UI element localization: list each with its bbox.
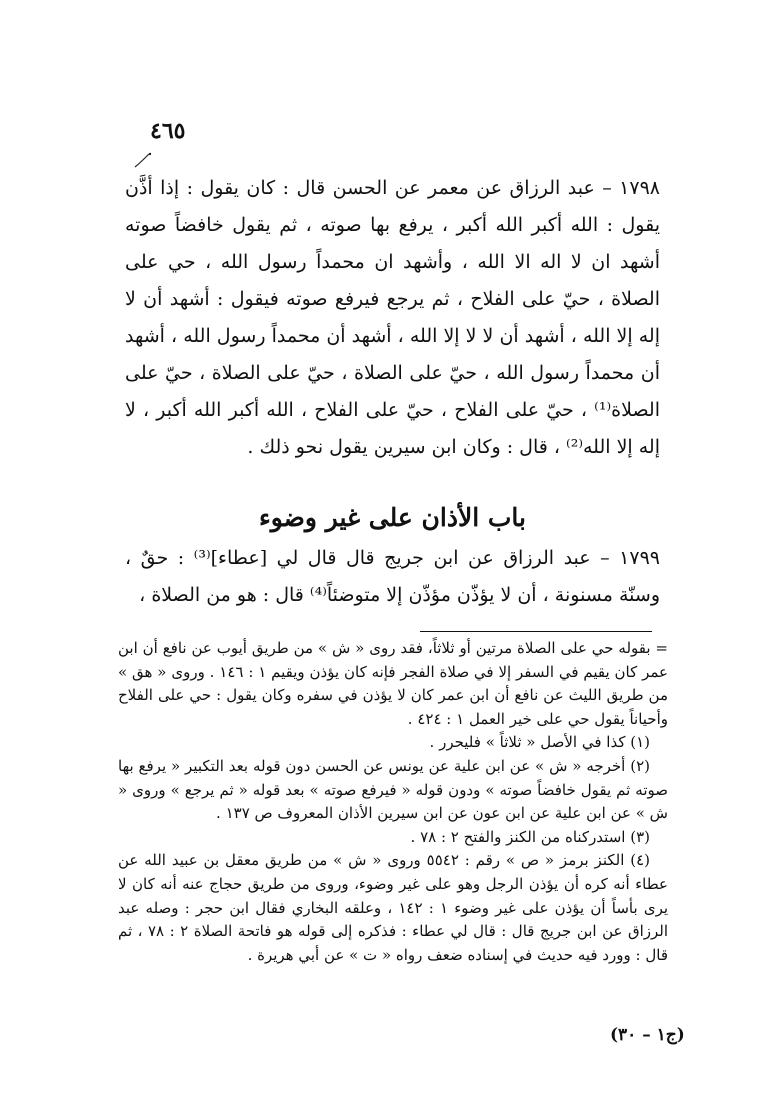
footnote-4: (٤) الكنز برمز « ص » رقم : ٥٥٤٢ وروى « ش » من طريق معقل بن عبيد الله عن عطاء أنه كره أن يؤذن الرجل وهو على غير وضوء، وروى من طريق حجاج عنه أنه كان لا يرى بأساً أن يؤذن على غير وضوء ١ : ١٤٢ ، وعلقه البخاري فقال ابن حجر : وصله عبد الرزاق عن ابن جريج قال : قال لي عطاء : فذكره إلى قوله هو فاتحة الصلاة ٢ : ٧٨ ، ثم قال : وورد فيه حديث في إسناده ضعف رواه « ت » عن أبي هريرة . bbox=[118, 851, 669, 964]
footnotes bbox=[118, 637, 668, 967]
chapter-heading: باب الأذان على غير وضوء bbox=[259, 503, 526, 532]
footnote-separator bbox=[420, 631, 652, 632]
footnote-continuation: = بقوله حي على الصلاة مرتين أو ثلاثاً، فقد روى « ش » من طريق أيوب عن نافع أن ابن عمر كان يقيم في السفر إلا في صلاة الفجر فإنه كان يؤذن ويقيم ١ : ١٤٦ . وروى « هق » من طريق الليث عن نافع أن ابن عمر كان لا يؤذن في سفره وكان يقول : حي على الفلاح وأحياناً يقول حي على خير العمل ١ : ٤٢٤ . bbox=[118, 639, 668, 728]
footnote-3: (٣) استدركناه من الكنز والفتح ٢ : ٧٨ . bbox=[410, 827, 650, 846]
hadith-1799: ١٧٩٩ – عبد الرزاق عن ابن جريج قال قال لي [عطاء]⁽³⁾ : حقٌ ، وسنّة مسنونة ، أن لا يؤذّن مؤذّن إلا متوضئاً⁽⁴⁾ قال : هو من الصلاة ، bbox=[125, 547, 660, 606]
margin-mark bbox=[132, 150, 156, 170]
footnote-2: (٢) أخرجه « ش » عن ابن علية عن يونس عن الحسن دون قوله بعد التكبير « يرفع بها صوته ثم يقول خافضاً صوته » ودون قوله « فيرفع صوته » بعد قوله « ثم يرجع » وروى « ش » عن ابن علية عن ابن عون عن ابن سيرين الأذان المعروف ص ١٣٧ . bbox=[118, 756, 668, 823]
hadith-1798: ١٧٩٨ – عبد الرزاق عن معمر عن الحسن قال : كان يقول : إذا أذَّن يقول : الله أكبر الله أكبر ، يرفع بها صوته ، ثم يقول خافضاً صوته أشهد ان لا اله الا الله ، وأشهد ان محمداً رسول الله ، حي على الصلاة ، حيّ على الفلاح ، ثم يرجع فيرفع صوته فيقول : أشهد أن لا إله إلا الله ، أشهد أن لا لا إلا الله ، أشهد أن محمداً رسول الله ، أشهد أن محمداً رسول الله ، حيّ على الصلاة ، حيّ على الصلاة ، حيّ على الصلاة⁽¹⁾ ، حيّ على الفلاح ، حيّ على الفلاح ، الله أكبر الله أكبر ، لا إله إلا الله⁽²⁾ ، قال : وكان ابن سيرين يقول نحو ذلك . bbox=[125, 177, 660, 458]
footnote-1: (١) كذا في الأصل « ثلاثاً » فليحرر . bbox=[429, 733, 650, 752]
page-number: ٤٦٥ bbox=[150, 118, 186, 144]
signature-mark: (ج١ – ٣٠) bbox=[610, 1025, 685, 1045]
